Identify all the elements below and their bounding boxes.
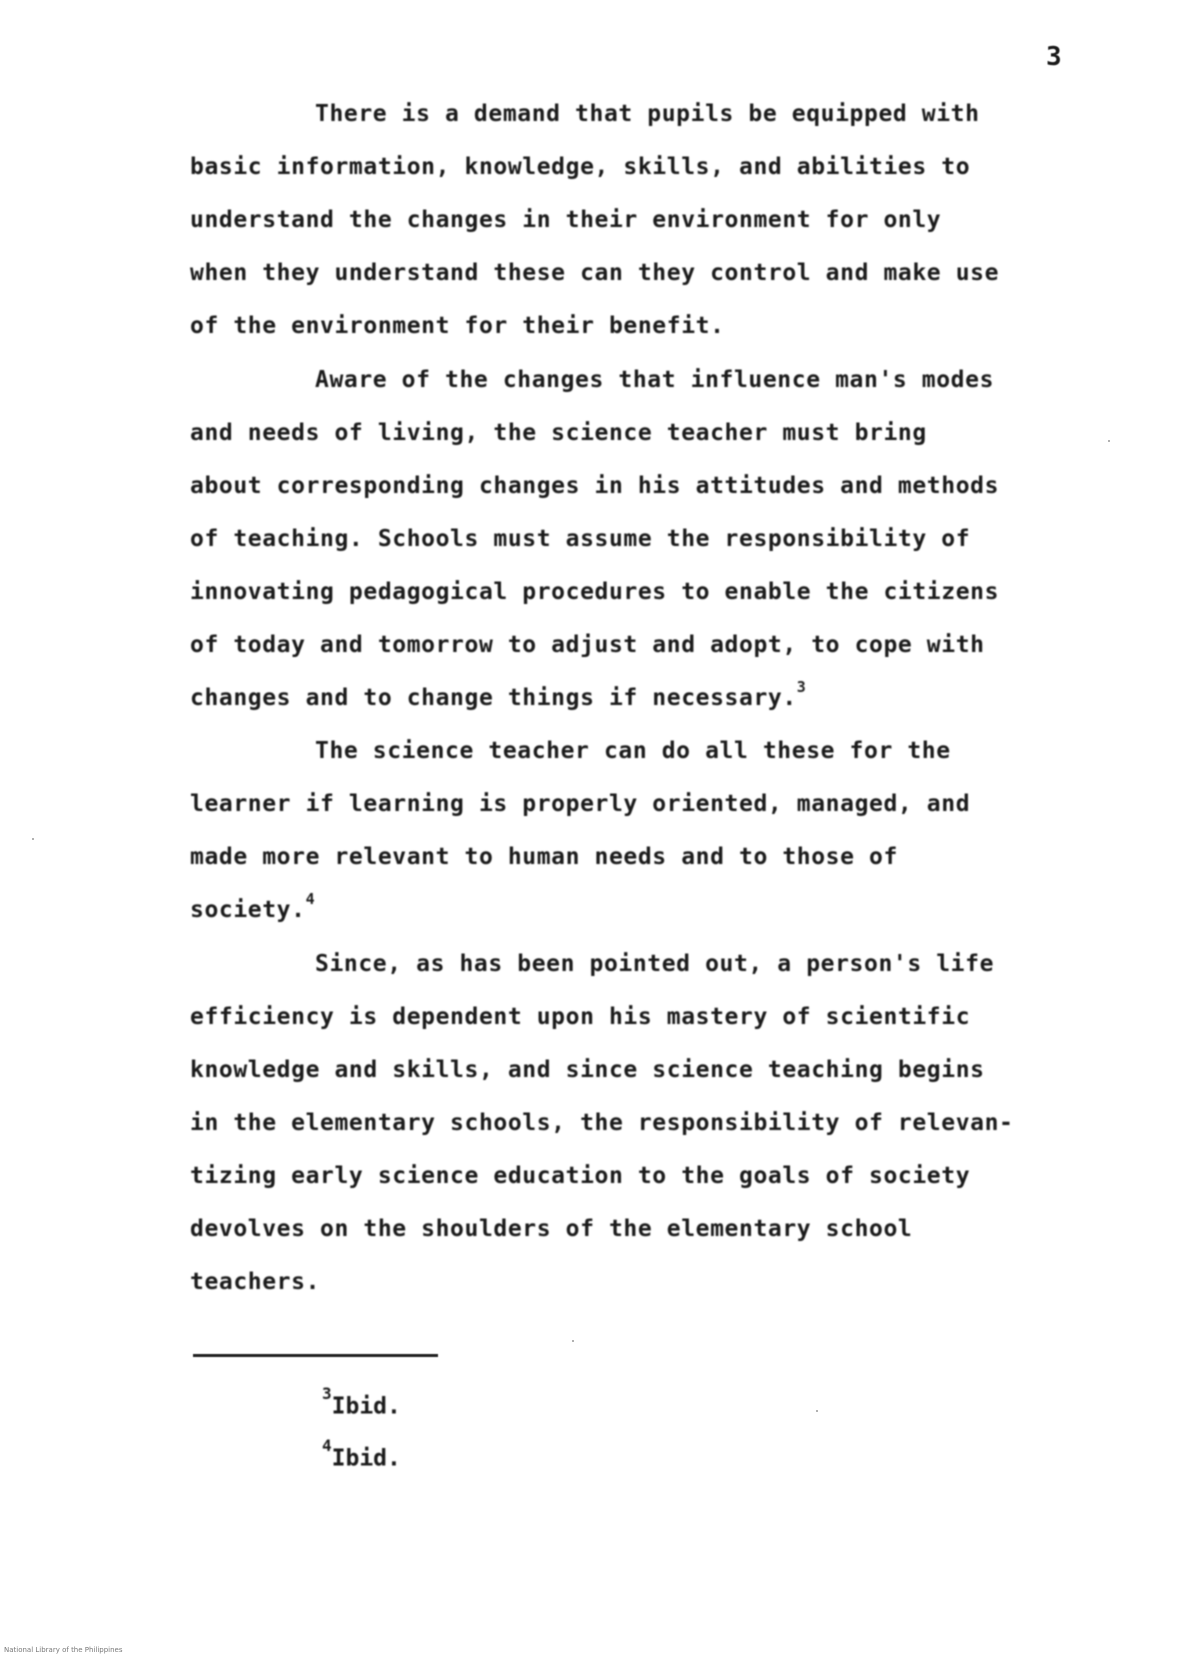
text-line: innovating pedagogical procedures to enable the citizens bbox=[190, 579, 1000, 605]
page-number: 3 bbox=[1046, 42, 1062, 72]
text-line: teachers. bbox=[190, 1269, 321, 1295]
scan-speck bbox=[1108, 440, 1110, 442]
text-line-with-footnote bbox=[190, 672, 999, 725]
text-line: in the elementary schools, the responsibility of relevan- bbox=[190, 1110, 1014, 1136]
scan-speck bbox=[32, 838, 34, 840]
text-line: of today and tomorrow to adjust and adopt, to cope with bbox=[190, 632, 985, 658]
text-line: of the environment for their benefit. bbox=[190, 313, 725, 339]
text-line: Since, as has been pointed out, a person's life bbox=[315, 951, 995, 977]
text-line: tizing early science education to the goals of society bbox=[190, 1163, 971, 1189]
text-line: There is a demand that pupils be equipped with bbox=[315, 101, 980, 127]
paragraph-4 bbox=[190, 938, 1014, 1309]
footnote-reference: 4 bbox=[305, 890, 316, 909]
footnote-text: Ibid. bbox=[331, 1445, 401, 1472]
scan-speck bbox=[816, 1410, 818, 1412]
paragraph-2 bbox=[190, 354, 999, 725]
text-line-with-footnote bbox=[190, 884, 970, 937]
text-line: The science teacher can do all these for the bbox=[315, 738, 951, 764]
text-line: understand the changes in their environment for only bbox=[190, 207, 942, 233]
text-line: when they understand these can they control and make use bbox=[190, 260, 1000, 286]
paragraph-1 bbox=[190, 88, 999, 353]
footnote-4 bbox=[322, 1436, 401, 1472]
footnote-text: Ibid. bbox=[331, 1393, 401, 1420]
footnote-marker: 4 bbox=[322, 1436, 332, 1455]
paragraph-3 bbox=[190, 725, 970, 937]
text-line: society. bbox=[190, 897, 306, 923]
text-line: about corresponding changes in his attitudes and methods bbox=[190, 473, 1000, 499]
footnote-3 bbox=[322, 1384, 401, 1420]
footnote-divider bbox=[193, 1354, 438, 1357]
text-line: devolves on the shoulders of the elementary school bbox=[190, 1216, 913, 1242]
archive-stamp: National Library of the Philippines bbox=[4, 1646, 123, 1654]
text-line: changes and to change things if necessary. bbox=[190, 685, 797, 711]
text-line: Aware of the changes that influence man's modes bbox=[315, 367, 995, 393]
scan-speck bbox=[572, 1340, 574, 1342]
text-line: learner if learning is properly oriented, managed, and bbox=[190, 791, 971, 817]
footnote-marker: 3 bbox=[322, 1384, 332, 1403]
text-line: and needs of living, the science teacher must bring bbox=[190, 420, 927, 446]
text-line: made more relevant to human needs and to those of bbox=[190, 844, 898, 870]
footnote-reference: 3 bbox=[796, 678, 807, 697]
text-line: knowledge and skills, and since science teaching begins bbox=[190, 1057, 985, 1083]
text-line: of teaching. Schools must assume the responsibility of bbox=[190, 526, 971, 552]
text-line: basic information, knowledge, skills, and abilities to bbox=[190, 154, 971, 180]
text-line: efficiency is dependent upon his mastery of scientific bbox=[190, 1004, 971, 1030]
